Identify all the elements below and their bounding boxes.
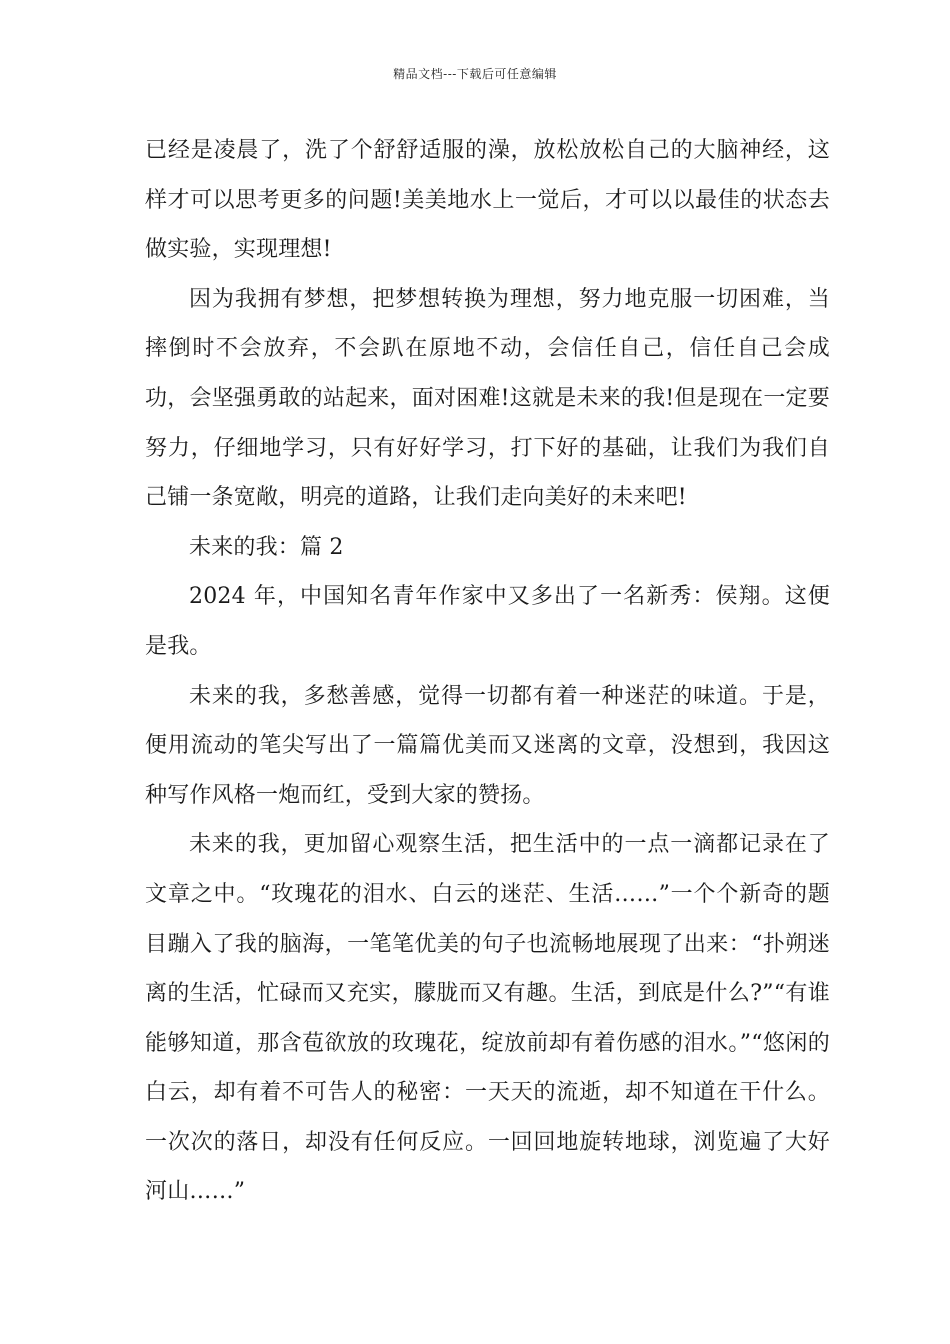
page-header: 精品文档---下载后可任意编辑 bbox=[393, 67, 557, 81]
paragraph-observe-life: 未来的我，更加留心观察生活，把生活中的一点一滴都记录在了文章之中。“玫瑰花的泪水、白云的迷茫、生活……”一个个新奇的题目蹦入了我的脑海，一笔笔优美的句子也流畅地展现了出来：“扑朔迷离的生活，忙碌而又充实，朦胧而又有趣。生活，到底是什么?”“有谁能够知道，那含苞欲放的玫瑰花，绽放前却有着伤感的泪水。”“悠闲的白云，却有着不可告人的秘密：一天天的流逝，却不知道在干什么。一次次的落日，却没有任何反应。一回回地旋转地球，浏览遍了大好河山……” bbox=[145, 832, 830, 1205]
paragraph-dream: 因为我拥有梦想，把梦想转换为理想，努力地克服一切困难，当摔倒时不会放弃，不会趴在原地不动，会信任自己，信任自己会成功，会坚强勇敢的站起来，面对困难!这就是未来的我!但是现在一定要努力，仔细地学习，只有好好学习，打下好的基础，让我们为我们自己铺一条宽敞，明亮的道路，让我们走向美好的未来吧! bbox=[145, 286, 830, 511]
paragraph-intro: 2024 年，中国知名青年作家中又多出了一名新秀：侯翔。这便是我。 bbox=[145, 584, 830, 659]
section-heading: 未来的我：篇 2 bbox=[189, 534, 344, 560]
document-body bbox=[145, 126, 830, 1217]
paragraph-continued: 已经是凌晨了，洗了个舒舒适服的澡，放松放松自己的大脑神经，这样才可以思考更多的问题!美美地水上一觉后，才可以以最佳的状态去做实验，实现理想! bbox=[145, 138, 830, 263]
paragraph-sentimental: 未来的我，多愁善感，觉得一切都有着一种迷茫的味道。于是，便用流动的笔尖写出了一篇篇优美而又迷离的文章，没想到，我因这种写作风格一炮而红，受到大家的赞扬。 bbox=[145, 683, 830, 808]
